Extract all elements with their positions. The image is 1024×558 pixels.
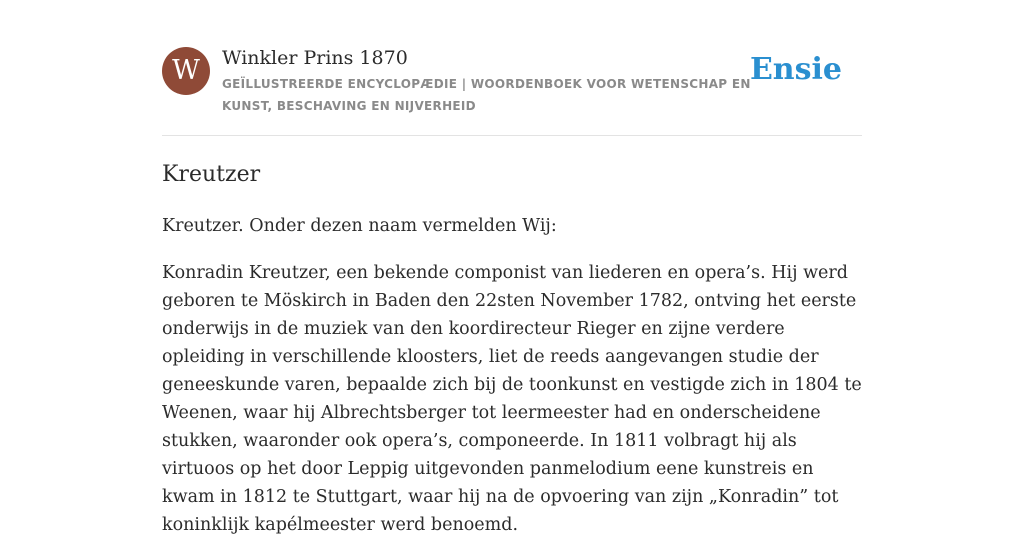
header-divider <box>162 135 862 136</box>
source-header <box>162 46 862 116</box>
article-body <box>162 212 862 558</box>
article-paragraph: Kreutzer. Onder dezen naam vermelden Wij: <box>162 216 557 236</box>
source-subtitle: GEÏLLUSTREERDE ENCYCLOPÆDIE | WOORDENBOEK VOOR WETENSCHAP EN KUNST, BESCHAVING EN NIJVERHEID <box>222 77 751 113</box>
article-paragraph: Konradin Kreutzer, een bekende componist van liederen en opera’s. Hij werd geboren te Möskirch in Baden den 22sten November 1782, ontving het eerste onderwijs in de muziek van den koordirecteur Rieger en zijne verdere opleiding in verschillende kloosters, liet de reeds aangevangen studie der geneeskunde varen, bepaalde zich bij de toonkunst en vestigde zich in 1804 te Weenen, waar hij Albrechtsberger tot leermeester had en onderscheidene stukken, waaronder ook opera’s, componeerde. In 1811 volbragt hij als virtuoos op het door Leppig uitgevonden panmelodium eene kunstreis en kwam in 1812 te Stuttgart, waar hij na de opvoering van zijn „Konradin” tot koninklijk kapélmeester werd benoemd. <box>162 263 862 535</box>
source-title[interactable]: Winkler Prins 1870 <box>222 47 408 69</box>
article-title: Kreutzer <box>162 162 261 187</box>
source-avatar[interactable]: W <box>162 47 210 95</box>
ensie-logo-link[interactable]: Ensie <box>749 52 842 87</box>
